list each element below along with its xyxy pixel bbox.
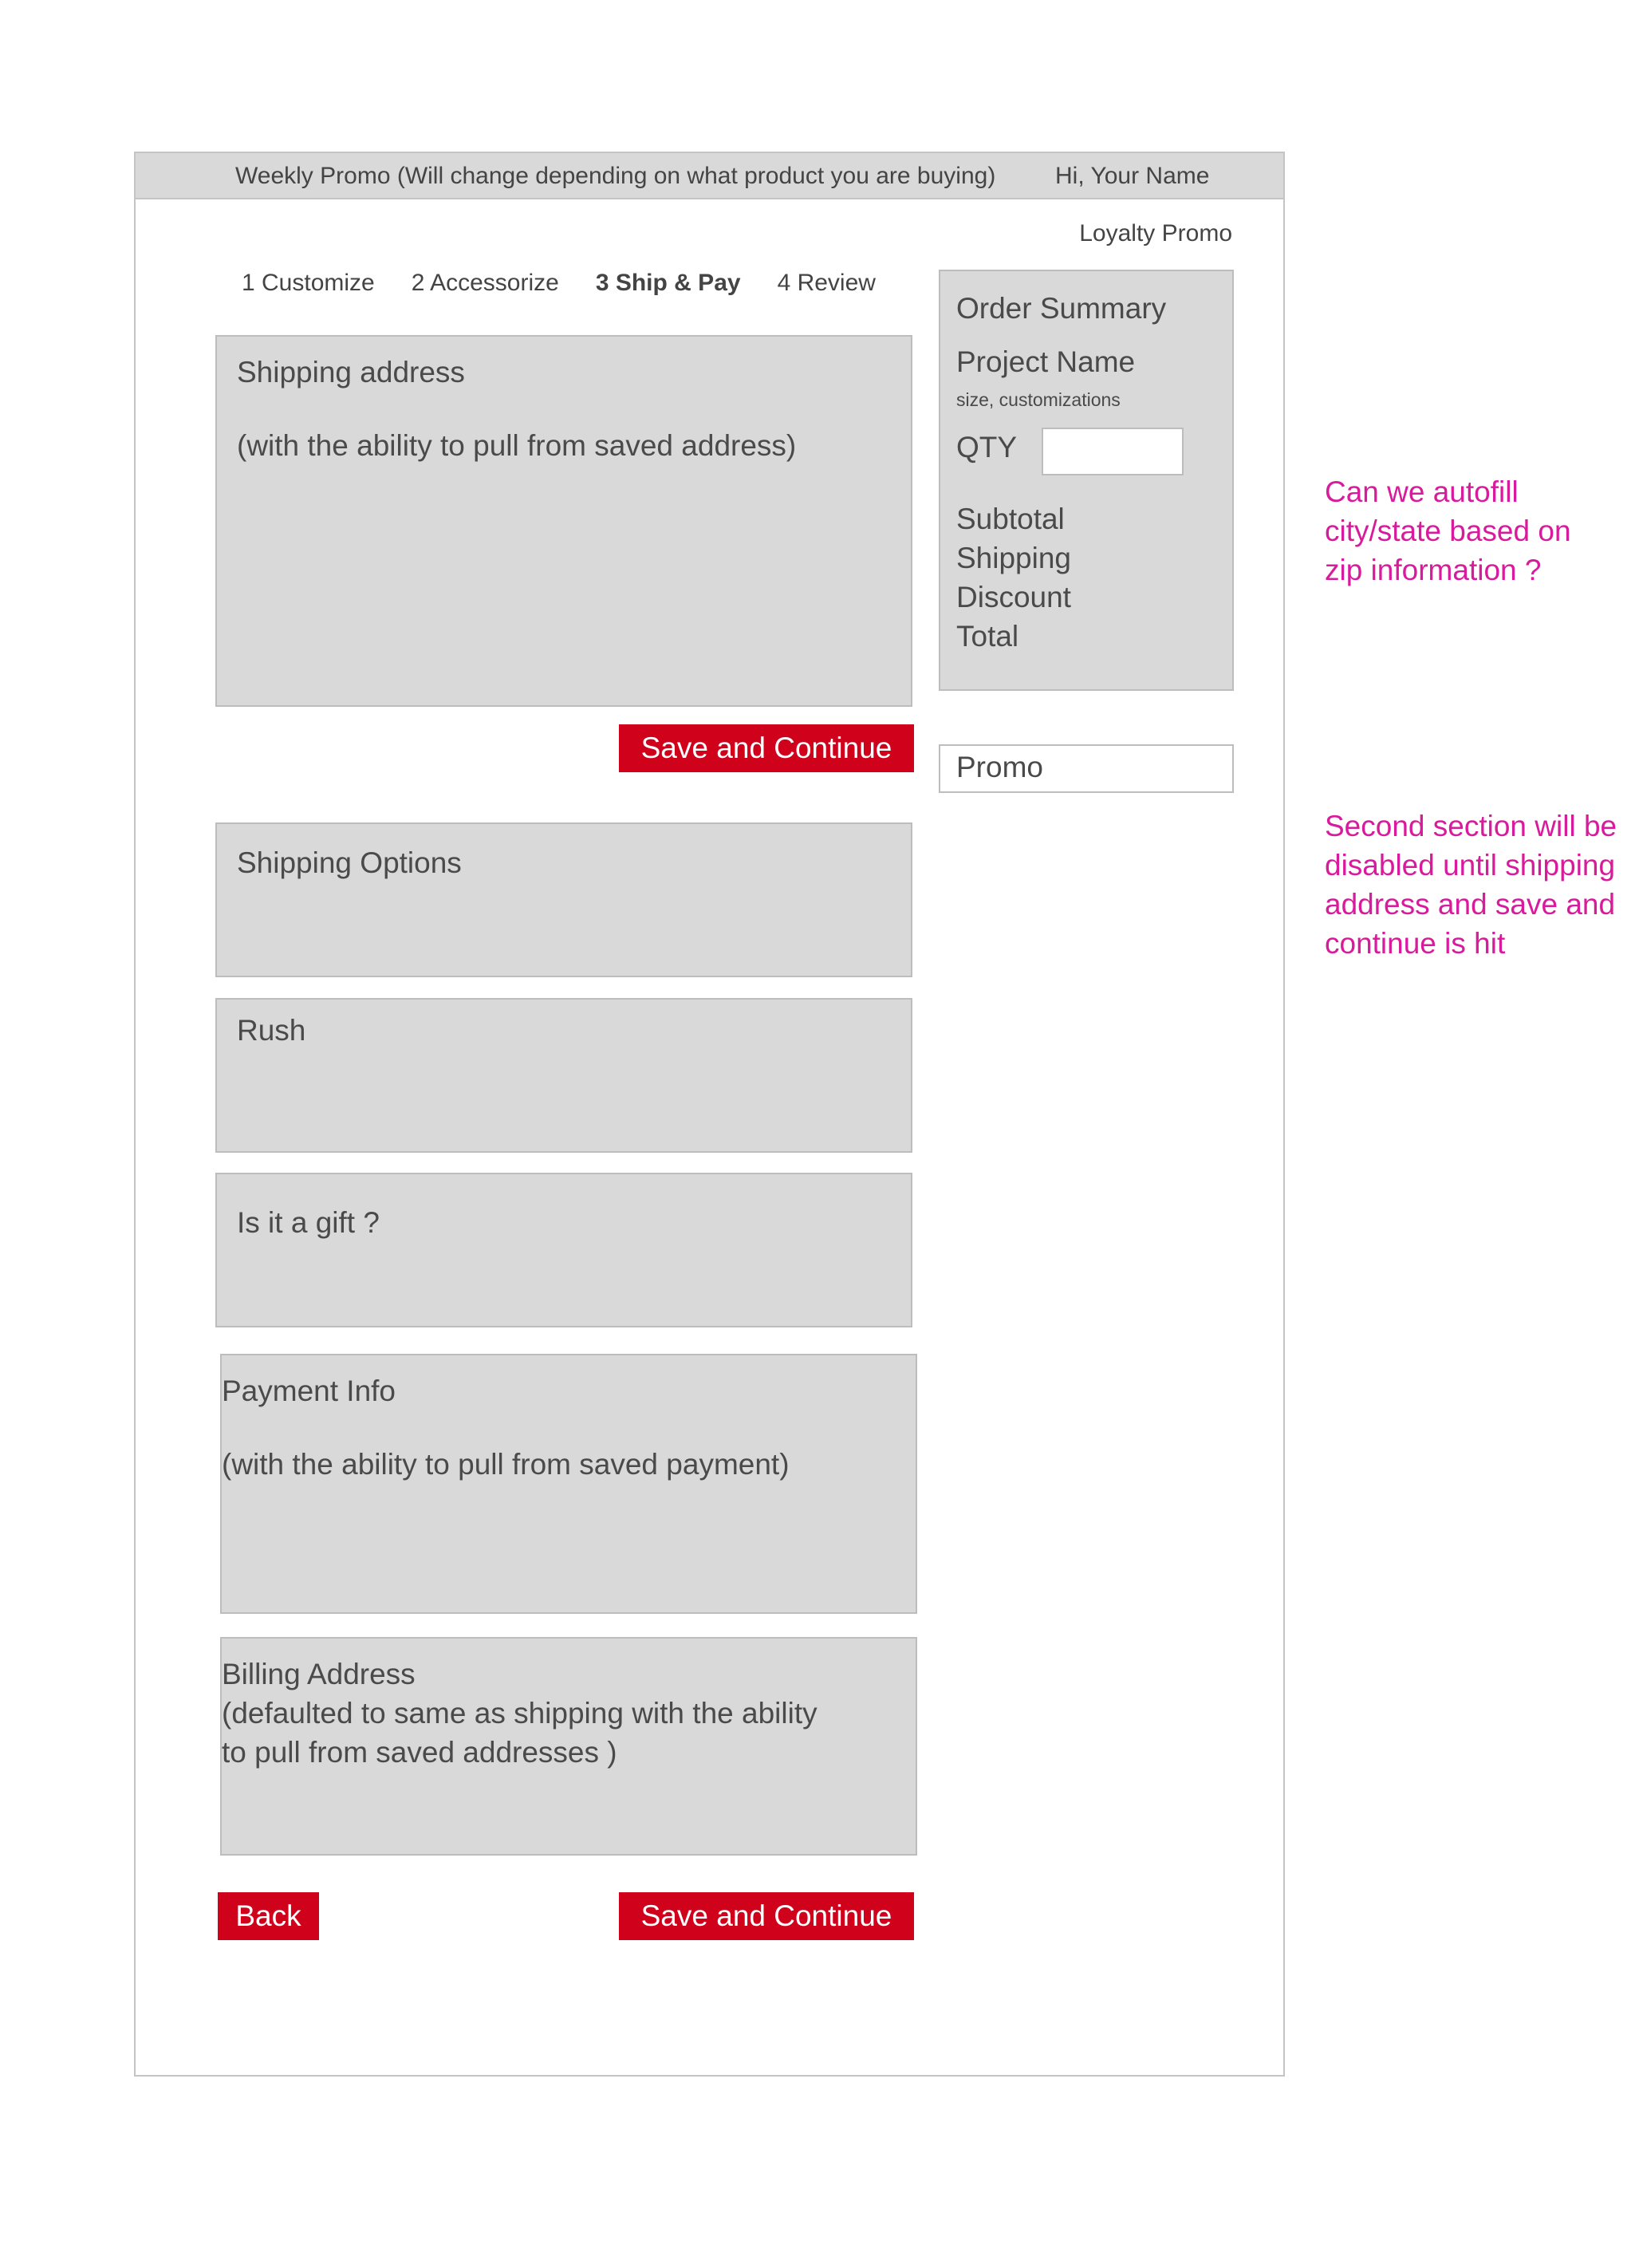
payment-info-section[interactable] xyxy=(220,1354,917,1614)
promo-header-bar xyxy=(134,152,1285,199)
second-section-note-line: Second section will be xyxy=(1325,810,1617,842)
subtotal-label: Subtotal xyxy=(956,503,1065,535)
qty-input[interactable] xyxy=(1042,428,1184,475)
step-review[interactable]: 4 Review xyxy=(777,270,876,296)
save-continue-button-bottom[interactable]: Save and Continue xyxy=(619,1892,914,1940)
shipping-options-section[interactable] xyxy=(215,822,912,977)
discount-label: Discount xyxy=(956,581,1071,613)
autofill-note xyxy=(1325,472,1571,590)
qty-label: QTY xyxy=(956,431,1018,463)
gift-title: Is it a gift ? xyxy=(237,1206,380,1239)
user-greeting[interactable]: Hi, Your Name xyxy=(1055,163,1210,189)
billing-address-line1: (defaulted to same as shipping with the ability xyxy=(222,1697,818,1730)
project-detail: size, customizations xyxy=(956,389,1121,410)
second-section-note xyxy=(1325,807,1617,963)
order-summary-title: Order Summary xyxy=(956,292,1167,325)
step-customize[interactable]: 1 Customize xyxy=(242,270,375,296)
weekly-promo-text[interactable]: Weekly Promo (Will change depending on what product you are buying) xyxy=(235,163,996,189)
promo-code-input[interactable]: Promo xyxy=(939,744,1234,793)
autofill-note-line: Can we autofill xyxy=(1325,475,1519,508)
step-ship-pay[interactable]: 3 Ship & Pay xyxy=(595,270,741,296)
shipping-address-title: Shipping address xyxy=(237,356,465,389)
back-button[interactable]: Back xyxy=(218,1892,319,1940)
gift-section[interactable] xyxy=(215,1173,912,1327)
rush-section[interactable] xyxy=(215,998,912,1153)
payment-info-subtitle: (with the ability to pull from saved payment) xyxy=(222,1448,790,1481)
save-continue-button-top[interactable]: Save and Continue xyxy=(619,724,914,772)
shipping-address-subtitle: (with the ability to pull from saved address) xyxy=(237,429,797,462)
shipping-address-section[interactable] xyxy=(215,335,912,707)
second-section-note-line: continue is hit xyxy=(1325,927,1506,960)
billing-address-title: Billing Address xyxy=(222,1658,416,1690)
checkout-steps xyxy=(242,270,876,297)
billing-address-section[interactable] xyxy=(220,1637,917,1856)
shipping-label: Shipping xyxy=(956,542,1072,574)
order-summary-panel xyxy=(939,270,1234,691)
step-accessorize[interactable]: 2 Accessorize xyxy=(411,270,559,296)
payment-info-title: Payment Info xyxy=(222,1375,396,1407)
total-label: Total xyxy=(956,620,1019,653)
billing-address-line2: to pull from saved addresses ) xyxy=(222,1736,617,1769)
project-name: Project Name xyxy=(956,345,1136,378)
rush-title: Rush xyxy=(237,1014,306,1047)
second-section-note-line: disabled until shipping xyxy=(1325,849,1616,882)
shipping-options-title: Shipping Options xyxy=(237,846,462,879)
autofill-note-line: city/state based on xyxy=(1325,515,1571,547)
loyalty-promo[interactable]: Loyalty Promo xyxy=(1079,220,1232,247)
autofill-note-line: zip information ? xyxy=(1325,554,1542,586)
second-section-note-line: address and save and xyxy=(1325,888,1616,921)
